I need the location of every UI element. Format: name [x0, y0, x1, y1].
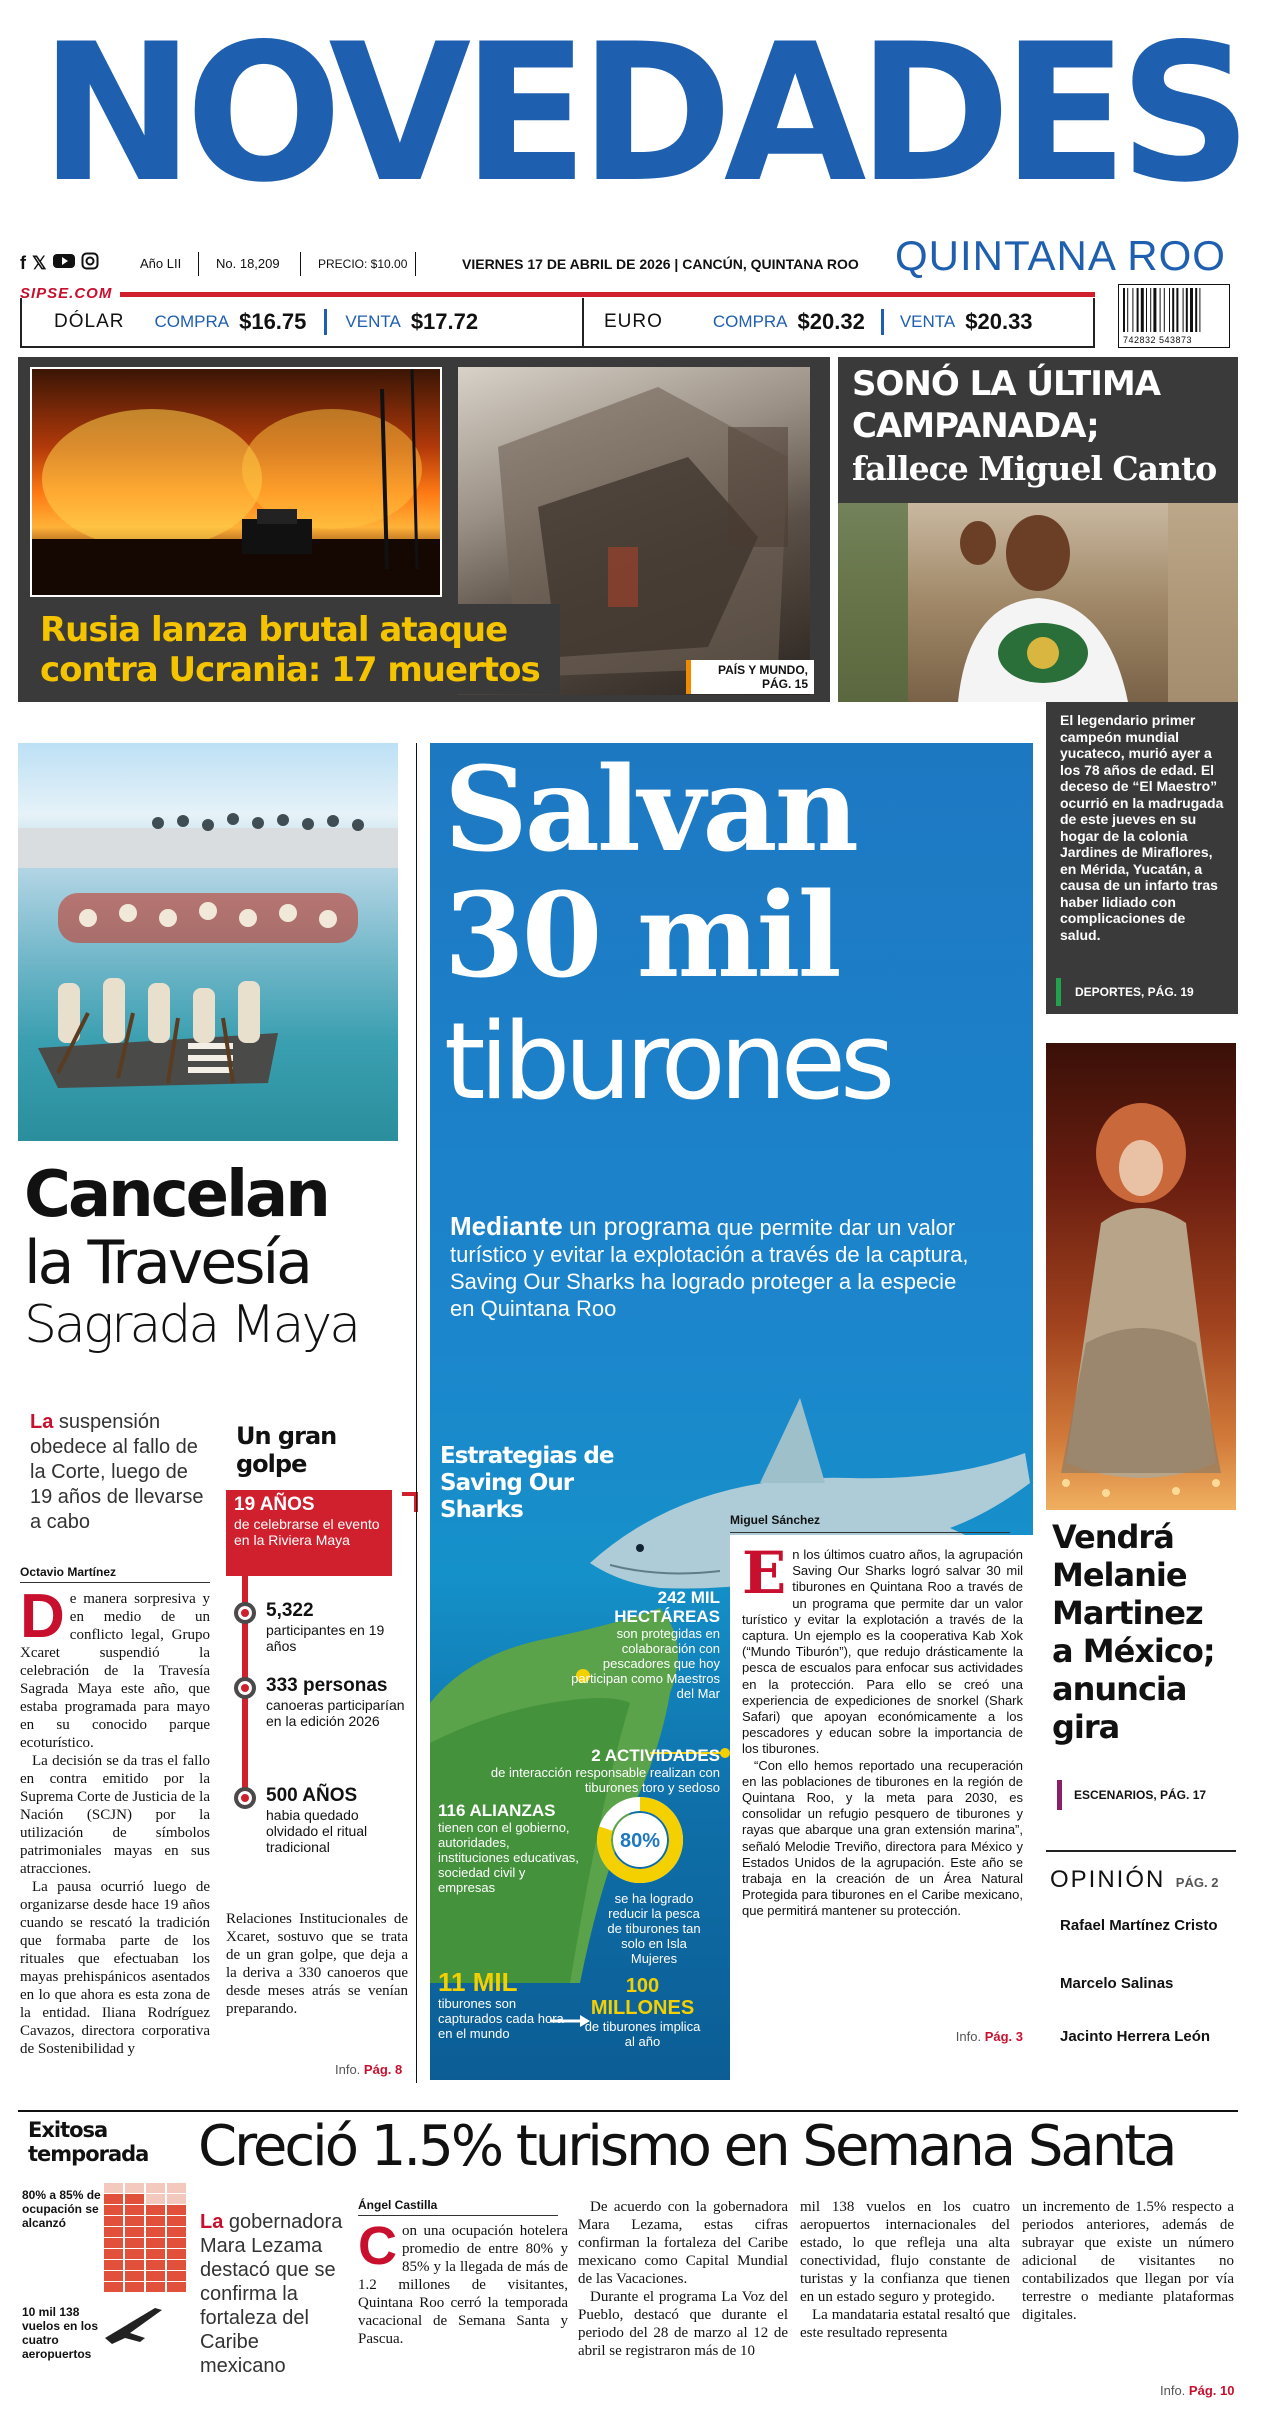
- euro-sell-label: VENTA: [899, 312, 956, 331]
- flights-label: 10 mil 138 vuelos en los cuatro aeropuertos: [22, 2305, 99, 2361]
- canto-ref[interactable]: [1056, 978, 1194, 1006]
- occupancy-cell: [104, 2238, 123, 2248]
- timeline-dot: [234, 1787, 256, 1809]
- barcode-bar: [1195, 288, 1197, 332]
- timeline-title-line2: golpe: [236, 1450, 307, 1478]
- shark-headline-line3: tiburones: [444, 1000, 890, 1123]
- travesia-dropcap: D: [20, 1582, 65, 1651]
- price-label: PRECIO: $10.00: [318, 257, 408, 271]
- edition-date: VIERNES 17 DE ABRIL DE 2026 | CANCÚN, QUINTANA ROO: [462, 256, 859, 272]
- euro-buy-label: COMPRA: [712, 312, 788, 331]
- currency-bar: [20, 298, 1095, 348]
- euro-label: EURO: [604, 311, 663, 332]
- tourism-c2b: Durante el programa La Voz del Pueblo, destacó que durante el periodo del 28 de marzo al 12 de abril se registraron más de 10: [578, 2289, 788, 2359]
- top-story-ref[interactable]: [686, 660, 814, 694]
- melanie-figure: [1046, 1043, 1236, 1510]
- timeline-item-big: 333 personas: [266, 1675, 388, 1696]
- occupancy-cell: [125, 2183, 144, 2193]
- shark-deck-mid: un programa: [568, 1213, 711, 1241]
- stat-million-label: de tiburones implica al año: [584, 2019, 701, 2049]
- occupancy-cell: [125, 2260, 144, 2270]
- timeline-dot: [234, 1602, 256, 1624]
- opinion-title: OPINIÓN: [1050, 1866, 1166, 1893]
- canto-headline-line1: SONÓ LA ÚLTIMA: [852, 364, 1161, 404]
- masthead: [0, 0, 1263, 350]
- tourism-ref[interactable]: Info. Pág. 10: [1160, 2383, 1235, 2398]
- occupancy-cell: [167, 2238, 186, 2248]
- barcode-bar: [1137, 288, 1139, 332]
- barcode-bar: [1153, 288, 1156, 332]
- stat-captured: [438, 1968, 568, 2041]
- tourism-headline[interactable]: Creció 1.5% turismo en Semana Santa: [198, 2114, 1175, 2179]
- social-icons: [20, 252, 99, 275]
- tourism-c2a: De acuerdo con la gobernadora Mara Lezama, estas cifras confirman la fortaleza del Caribe mexicano como Capital Mundial de las Vacaciones.: [578, 2199, 788, 2287]
- timeline-item-big: 500 AÑOS: [266, 1785, 358, 1806]
- barcode-bar: [1190, 288, 1193, 332]
- travesia-p2: La decisión se da tras el fallo en contra emitido por la Suprema Corte de Justicia de la Nación (SCJN) por la utilización de símbolos patrimoniales mayas en sus atracciones.: [20, 1753, 210, 1877]
- timeline-item: [234, 1600, 414, 1654]
- sipse-logo[interactable]: SIPSE.COM: [20, 285, 113, 302]
- barcode-bar: [1183, 288, 1184, 332]
- x-icon[interactable]: 𝕏: [32, 253, 47, 273]
- timeline-title-line1: Un gran: [236, 1422, 337, 1450]
- shark-deck-rest: que permite dar un valor turístico y evitar la explotación a través de la captura, Saving Our Sharks ha logrado proteger a la especie en Quintana Roo: [450, 1215, 969, 1321]
- occupancy-cell: [167, 2260, 186, 2270]
- occupancy-cell: [125, 2271, 144, 2281]
- shark-article-box: [730, 1513, 1033, 2080]
- travesia-headline-line2: la Travesía: [24, 1228, 310, 1298]
- instagram-icon[interactable]: [81, 252, 99, 275]
- occupancy-cell: [104, 2205, 123, 2215]
- occupancy-cell: [167, 2183, 186, 2193]
- tourism-col2: [578, 2198, 788, 2360]
- opinion-author[interactable]: Jacinto Herrera León: [1060, 2028, 1211, 2045]
- timeline-years-text: de celebrarse el evento en la Riviera Maya: [234, 1516, 380, 1548]
- shark-byline: Miguel Sánchez: [730, 1513, 821, 1527]
- shark-panel: [430, 743, 1033, 2080]
- dollar-buy-label: COMPRA: [154, 312, 230, 331]
- occupancy-cell: [146, 2227, 165, 2237]
- occupancy-cell: [167, 2271, 186, 2281]
- timeline-item-small: canoeras participarían en la edición 2026: [266, 1697, 405, 1729]
- canto-photo: [838, 503, 1238, 702]
- year-label: Año LII: [140, 256, 182, 271]
- tourism-col4: [1022, 2198, 1234, 2324]
- stat-activities-value: 2 ACTIVIDADES: [591, 1746, 720, 1765]
- top-story-headline[interactable]: [30, 604, 560, 694]
- melanie-headline[interactable]: Vendrá Melanie Martinez a México; anuncia gira: [1052, 1518, 1215, 1746]
- occupancy-cell: [167, 2249, 186, 2259]
- occupancy-cell: [104, 2260, 123, 2270]
- tourism-deck-text: gobernadora Mara Lezama destacó que se confirma la fortaleza del Caribe mexicano: [200, 2211, 343, 2377]
- top-story-headline-line2: contra Ucrania: 17 muertos: [40, 650, 540, 690]
- travesia-headline-line3: Sagrada Maya: [24, 1295, 359, 1355]
- dollar-label: DÓLAR: [54, 311, 125, 332]
- masthead-subtitle: QUINTANA ROO: [895, 232, 1226, 279]
- travesia-headline[interactable]: [24, 1160, 404, 1354]
- shark-ref[interactable]: Info. Pág. 3: [955, 2029, 1023, 2044]
- shark-headline[interactable]: [444, 742, 1024, 1125]
- occupancy-cell: [104, 2183, 123, 2193]
- fire-scene: [32, 369, 442, 597]
- top-story-headline-line1: Rusia lanza brutal ataque: [40, 610, 508, 650]
- travesia-headline-line1: Cancelan: [24, 1158, 328, 1232]
- opinion-author[interactable]: Marcelo Salinas: [1060, 1975, 1174, 1992]
- occupancy-cell: [104, 2216, 123, 2226]
- dollar-sell-value: $17.72: [410, 309, 479, 334]
- shark-deck-bold: Mediante: [450, 1211, 563, 1241]
- barcode-bar: [1141, 288, 1144, 332]
- facebook-icon[interactable]: f: [20, 253, 26, 273]
- occupancy-cell: [167, 2282, 186, 2292]
- barcode-bars: [1121, 288, 1229, 332]
- occupancy-cell: [104, 2282, 123, 2292]
- travesia-p1: e manera sorpresiva y en medio de un conflicto legal, Grupo Xcaret suspendió la celebración de la Travesía Sagrada Maya este año, que estaba programada para mayo en su conocido parque ecoturístico.: [20, 1591, 210, 1751]
- melanie-photo: [1046, 1043, 1236, 1510]
- timeline-item-big: 5,322: [266, 1600, 314, 1621]
- occupancy-cell: [167, 2216, 186, 2226]
- stat-captured-value: 11 MIL: [438, 1967, 518, 1997]
- timeline-item: [234, 1675, 414, 1729]
- timeline-item: [234, 1785, 414, 1855]
- opinion-page: PÁG. 2: [1175, 1875, 1219, 1890]
- stat-percent-label: se ha logrado reducir la pesca de tiburones tan solo en Isla Mujeres: [607, 1891, 701, 1966]
- fire-photo: [30, 367, 442, 597]
- barcode: [1118, 284, 1230, 348]
- barcode-bar: [1176, 288, 1178, 332]
- travesia-deck: [30, 1410, 210, 1535]
- tourism-dropcap: C: [358, 2216, 397, 2276]
- occupancy-cell: [104, 2271, 123, 2281]
- stat-hectares: [560, 1588, 720, 1701]
- timeline-item-small: habia quedado olvidado el ritual tradicional: [266, 1807, 368, 1855]
- issue-number: No. 18,209: [216, 256, 280, 271]
- occupancy-cell: [125, 2227, 144, 2237]
- travesia-scene: [18, 743, 398, 1141]
- occupancy-cell: [167, 2194, 186, 2204]
- euro-buy-value: $20.32: [797, 309, 865, 334]
- euro-sell-value: $20.33: [965, 309, 1033, 334]
- travesia-deck-lead: La: [30, 1411, 54, 1433]
- top-story-ref-text: PAÍS Y MUNDO, PÁG. 15: [717, 663, 808, 691]
- canto-summary: [1046, 702, 1238, 1014]
- occupancy-cell: [146, 2183, 165, 2193]
- timeline-item-small: participantes en 19 años: [266, 1622, 385, 1654]
- canto-ref-text: DEPORTES, PÁG. 19: [1075, 985, 1194, 999]
- barcode-bar: [1127, 288, 1128, 332]
- melanie-ref-text: ESCENARIOS, PÁG. 17: [1074, 1788, 1207, 1802]
- timeline-dot: [234, 1677, 256, 1699]
- dollar-buy-value: $16.75: [239, 309, 307, 334]
- stat-alliances-value: 116 ALIANZAS: [438, 1801, 556, 1820]
- shark-headline-line2: 30 mil: [444, 868, 839, 1004]
- stat-alliances: [438, 1801, 583, 1895]
- shark-byline-rule: [730, 1532, 1010, 1533]
- occupancy-cell: [146, 2260, 165, 2270]
- stat-hectares-value: 242 MIL HECTÁREAS: [614, 1588, 720, 1626]
- occupancy-cell: [146, 2216, 165, 2226]
- stat-captured-label: tiburones son capturados cada hora en el mundo: [438, 1996, 564, 2041]
- barcode-bar: [1199, 288, 1200, 332]
- tourism-c3: mil 138 vuelos en los cuatro aeropuertos internacionales del estado, lo que refleja una alta conectividad, flujo constante de turistas y la confianza que tienen en un estado seguro y protegido.: [800, 2199, 1010, 2305]
- occupancy-cell: [125, 2194, 144, 2204]
- shark-p2: “Con ello hemos reportado una recuperación en las poblaciones de tiburones en la región de Quintana Roo, y la meta para 2030, es consolidar un refugio pesquero de tiburones y rayas que abarque una gran extensión marina”, señaló Melodie Treviño, directora para México y Estados Unidos de la agrupación. Este año se trabaja en la creación de un Área Natural Protegida para tiburones en el Caribe mexicano, que permitirá mantener su protección.: [742, 1757, 1023, 1919]
- canto-headline-line2: CAMPANADA;: [852, 406, 1099, 446]
- occupancy-cell: [125, 2216, 144, 2226]
- occupancy-cell: [146, 2271, 165, 2281]
- occupancy-cell: [146, 2238, 165, 2248]
- occupancy-cell: [146, 2205, 165, 2215]
- travesia-byline: Octavio Martínez: [20, 1565, 210, 1583]
- stat-hectares-label: son protegidas en colaboración con pescadores que hoy participan como Maestros del Mar: [571, 1626, 720, 1701]
- occupancy-cell: [146, 2282, 165, 2292]
- tourism-c4: un incremento de 1.5% respecto a periodos anteriores, además de subrayar que existe un número adicional de visitantes no contabilizados que llegan por vía terrestre o mediante plataformas digitales.: [1022, 2199, 1234, 2323]
- stat-activities: [470, 1746, 720, 1795]
- timeline-infographic: [222, 1420, 412, 1890]
- tourism-c1: on una ocupación hotelera promedio de entre 80% y 85% y la llegada de más de 1.2 millones de visitantes, Quintana Roo cerró la temporada vacacional de Semana Santa y Pascua.: [358, 2223, 568, 2347]
- occupancy-cell: [104, 2249, 123, 2259]
- barcode-bar: [1172, 288, 1174, 332]
- occupancy-cell: [125, 2238, 144, 2248]
- percent-donut: [595, 1795, 685, 1885]
- opinion-author[interactable]: Rafael Martínez Cristo: [1060, 1917, 1218, 1934]
- occupancy-cell: [104, 2227, 123, 2237]
- travesia-p3: La pausa ocurrió luego de organizarse desde hace 19 años cuando se rescató la tradición que formaba parte de los rituales que efectuaban los mayas prehispánicos asentados en lo que ahora es esta zona de la entidad. Iliana Rodríguez Cavazos, directora corporativa de Sostenibilidad y: [20, 1879, 210, 2057]
- travesia-p4: Relaciones Institucionales de Xcaret, sostuvo que se trata de un gran golpe, que deja a la deriva a 330 canoeros que desde meses atrás se venían preparando.: [226, 1911, 408, 2017]
- occupancy-cell: [146, 2194, 165, 2204]
- tourism-deck: [200, 2210, 350, 2378]
- occupancy-label: 80% a 85% de ocupación se alcanzó: [22, 2188, 101, 2230]
- travesia-body-col2: [226, 1910, 408, 2018]
- canto-headline[interactable]: [838, 357, 1238, 503]
- travesia-ref[interactable]: Info. Pág. 8: [335, 2062, 403, 2077]
- melanie-ref[interactable]: [1057, 1780, 1206, 1810]
- occupancy-cell: [146, 2249, 165, 2259]
- dollar-sell-label: VENTA: [345, 312, 401, 331]
- opinion-box: [1046, 1850, 1236, 2080]
- masthead-title: NOVEDADES: [40, 3, 1244, 224]
- barcode-bar: [1132, 288, 1133, 332]
- stat-alliances-label: tienen con el gobierno, autoridades, instituciones educativas, sociedad civil y empresas: [438, 1820, 579, 1895]
- tourism-deck-lead: La: [200, 2211, 224, 2233]
- occupancy-grid: [104, 2183, 188, 2293]
- tourism-sidebar-title: Exitosa temporada: [28, 2118, 149, 2166]
- canto-figure: [838, 503, 1238, 702]
- youtube-icon[interactable]: [53, 253, 75, 274]
- travesia-deck-text: suspensión obedece al fallo de la Corte, luego de 19 años de llevarse a cabo: [30, 1411, 204, 1533]
- tourism-byline: Ángel Castilla: [358, 2198, 558, 2216]
- tourism-c3b: La mandataria estatal resaltó que este resultado representa: [800, 2307, 1010, 2341]
- barcode-bar: [1150, 288, 1151, 332]
- strategies-title: Estrategias de Saving Our Sharks: [440, 1443, 614, 1523]
- barcode-bar: [1146, 288, 1147, 332]
- stat-million-value: 100 MILLONES: [590, 1975, 695, 2019]
- barcode-bar: [1160, 288, 1161, 332]
- stat-million: [580, 1975, 705, 2049]
- travesia-photo: [18, 743, 398, 1141]
- occupancy-cell: [125, 2249, 144, 2259]
- barcode-bar: [1169, 288, 1170, 332]
- travesia-body: [20, 1582, 210, 2058]
- barcode-number: 742832 543873: [1123, 335, 1193, 345]
- canto-text: El legendario primer campeón mundial yucateco, murió ayer a los 78 años de edad. El deceso de “El Maestro” ocurrió en la madrugada de este jueves en su hogar de la colonia Jardines de Miraflores, en Mérida, Yucatán, a causa de un infarto tras haber lidiado con complicaciones de salud.: [1060, 712, 1224, 943]
- stat-activities-label: de interacción responsable realizan con tiburones toro y sedoso: [490, 1765, 720, 1795]
- occupancy-cell: [125, 2205, 144, 2215]
- canto-headline-line3: fallece Miguel Canto: [852, 449, 1217, 488]
- tourism-col1: [358, 2216, 568, 2348]
- occupancy-cell: [167, 2205, 186, 2215]
- timeline-years: 19 AÑOS: [234, 1494, 315, 1515]
- occupancy-cell: [125, 2282, 144, 2292]
- timeline-red-box: [226, 1490, 392, 1576]
- shark-headline-line1: Salvan: [444, 742, 856, 878]
- shark-dropcap: E: [742, 1539, 787, 1607]
- barcode-bar: [1164, 288, 1165, 332]
- occupancy-cell: [167, 2227, 186, 2237]
- barcode-bar: [1123, 288, 1125, 332]
- airplane-icon: [100, 2298, 170, 2348]
- occupancy-cell: [104, 2194, 123, 2204]
- barcode-bar: [1186, 288, 1188, 332]
- tourism-col3: [800, 2198, 1010, 2342]
- shark-p1: n los últimos cuatro años, la agrupación Saving Our Sharks logró salvar 30 mil tiburones en Quintana Roo a través de un programa que permite dar un valor turístico y evitar la explotación a través de la captura. Un ejemplo es la cooperativa Kab Xok (“Mundo Tiburón”), que redujo drásticamente la pesca de escualos para enfocar sus actividades en la protección. Para ello se creó una experiencia de expediciones de snorkel (Shark Safari) que apoyan económicamente a los pescadores y educan sobre la importancia de los tiburones.: [742, 1547, 1023, 1757]
- percent-donut-label: 80%: [619, 1830, 661, 1852]
